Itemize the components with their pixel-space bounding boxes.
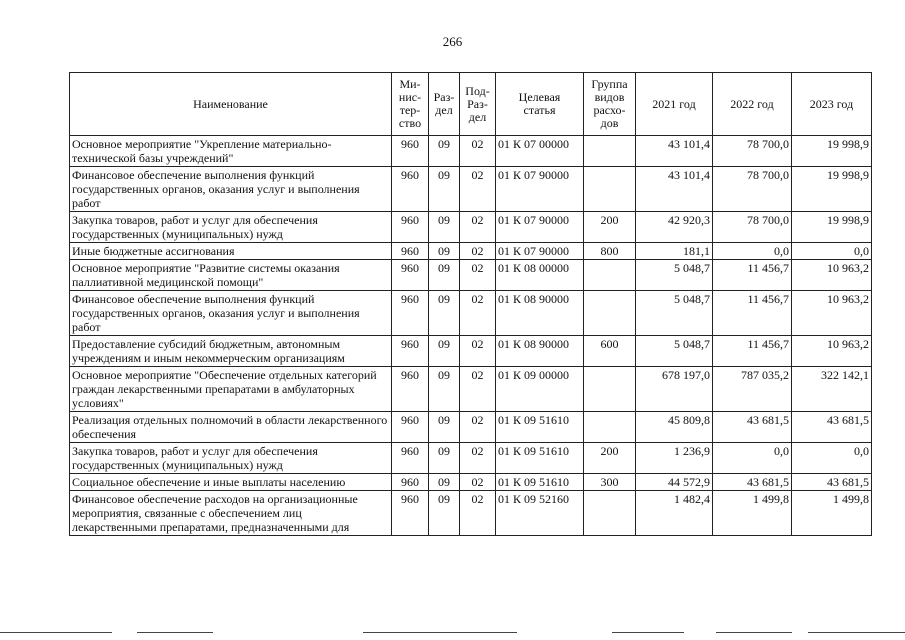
- cell-2022: 78 700,0: [713, 136, 792, 167]
- cell-2022: 11 456,7: [713, 336, 792, 367]
- cell-group: 300: [584, 474, 636, 491]
- cell-subsection: 02: [460, 212, 496, 243]
- table-row: [70, 260, 872, 291]
- cell-2023: 10 963,2: [792, 336, 872, 367]
- cell-2021: 1 236,9: [636, 443, 713, 474]
- cell-target: 01 К 08 00000: [496, 260, 584, 291]
- header-target: Целевая статья: [496, 73, 584, 136]
- table-row: [70, 443, 872, 474]
- cell-group: [584, 291, 636, 336]
- cell-section: 09: [429, 167, 460, 212]
- budget-table: [69, 72, 872, 536]
- header-2021: 2021 год: [636, 73, 713, 136]
- cell-name: Закупка товаров, работ и услуг для обеспечения государственных (муниципальных) нужд: [70, 212, 392, 243]
- cell-2022: 43 681,5: [713, 474, 792, 491]
- cell-ministry: 960: [392, 136, 429, 167]
- header-section: Раз- дел: [429, 73, 460, 136]
- cell-ministry: 960: [392, 367, 429, 412]
- header-ministry: Ми- нис- тер- ство: [392, 73, 429, 136]
- cell-target: 01 К 09 51610: [496, 474, 584, 491]
- cell-2023: 10 963,2: [792, 260, 872, 291]
- cell-ministry: 960: [392, 412, 429, 443]
- table-row: [70, 491, 872, 536]
- cell-subsection: 02: [460, 412, 496, 443]
- cell-ministry: 960: [392, 260, 429, 291]
- cell-2023: 0,0: [792, 443, 872, 474]
- cell-ministry: 960: [392, 291, 429, 336]
- header-group: Группа видов расхо- дов: [584, 73, 636, 136]
- cell-2022: 11 456,7: [713, 291, 792, 336]
- cell-2023: 43 681,5: [792, 412, 872, 443]
- table-row: [70, 136, 872, 167]
- cell-name: Основное мероприятие "Обеспечение отдельных категорий граждан лекарственными препаратами в амбулаторных условиях": [70, 367, 392, 412]
- cell-2021: 43 101,4: [636, 136, 713, 167]
- header-subsection: Под- Раз- дел: [460, 73, 496, 136]
- cell-section: 09: [429, 212, 460, 243]
- cell-name: Иные бюджетные ассигнования: [70, 243, 392, 260]
- cell-target: 01 К 07 90000: [496, 167, 584, 212]
- cell-target: 01 К 07 90000: [496, 243, 584, 260]
- cell-ministry: 960: [392, 491, 429, 536]
- cell-2022: 0,0: [713, 243, 792, 260]
- table-row: [70, 167, 872, 212]
- table-row: [70, 243, 872, 260]
- cell-target: 01 К 09 00000: [496, 367, 584, 412]
- cell-2021: 5 048,7: [636, 291, 713, 336]
- cell-2023: 1 499,8: [792, 491, 872, 536]
- cell-name: Реализация отдельных полномочий в области лекарственного обеспечения: [70, 412, 392, 443]
- table-row: [70, 474, 872, 491]
- cell-group: 200: [584, 443, 636, 474]
- cell-target: 01 К 08 90000: [496, 291, 584, 336]
- cell-group: 200: [584, 212, 636, 243]
- cell-2023: 19 998,9: [792, 212, 872, 243]
- cell-target: 01 К 09 52160: [496, 491, 584, 536]
- header-name: Наименование: [70, 73, 392, 136]
- cell-2022: 43 681,5: [713, 412, 792, 443]
- cell-2021: 43 101,4: [636, 167, 713, 212]
- cell-group: [584, 136, 636, 167]
- cell-2022: 1 499,8: [713, 491, 792, 536]
- cell-name: Финансовое обеспечение выполнения функций государственных органов, оказания услуг и выполнения работ: [70, 167, 392, 212]
- cell-target: 01 К 08 90000: [496, 336, 584, 367]
- cell-2021: 44 572,9: [636, 474, 713, 491]
- cell-2023: 19 998,9: [792, 136, 872, 167]
- cell-2021: 5 048,7: [636, 260, 713, 291]
- cell-section: 09: [429, 291, 460, 336]
- cell-subsection: 02: [460, 474, 496, 491]
- cell-section: 09: [429, 474, 460, 491]
- cell-subsection: 02: [460, 336, 496, 367]
- cell-subsection: 02: [460, 443, 496, 474]
- cell-subsection: 02: [460, 260, 496, 291]
- cell-name: Основное мероприятие "Укрепление материально-технической базы учреждений": [70, 136, 392, 167]
- table-header-row: [70, 73, 872, 136]
- table-row: [70, 412, 872, 443]
- cell-subsection: 02: [460, 167, 496, 212]
- cell-2021: 678 197,0: [636, 367, 713, 412]
- cell-subsection: 02: [460, 291, 496, 336]
- cell-2022: 11 456,7: [713, 260, 792, 291]
- cell-subsection: 02: [460, 243, 496, 260]
- cell-group: [584, 167, 636, 212]
- cell-2023: 43 681,5: [792, 474, 872, 491]
- cell-subsection: 02: [460, 136, 496, 167]
- header-2022: 2022 год: [713, 73, 792, 136]
- cell-name: Финансовое обеспечение расходов на организационные мероприятия, связанные с обеспечением лиц лекарственными препаратами, предназначенными для: [70, 491, 392, 536]
- cell-2021: 1 482,4: [636, 491, 713, 536]
- cell-ministry: 960: [392, 212, 429, 243]
- cell-section: 09: [429, 260, 460, 291]
- cell-section: 09: [429, 412, 460, 443]
- cell-2023: 10 963,2: [792, 291, 872, 336]
- cell-section: 09: [429, 367, 460, 412]
- table-row: [70, 291, 872, 336]
- cell-name: Социальное обеспечение и иные выплаты населению: [70, 474, 392, 491]
- cell-ministry: 960: [392, 336, 429, 367]
- cell-2021: 5 048,7: [636, 336, 713, 367]
- cell-2022: 787 035,2: [713, 367, 792, 412]
- cell-2023: 0,0: [792, 243, 872, 260]
- cell-ministry: 960: [392, 443, 429, 474]
- cell-subsection: 02: [460, 491, 496, 536]
- cell-section: 09: [429, 443, 460, 474]
- cell-2022: 78 700,0: [713, 212, 792, 243]
- cell-ministry: 960: [392, 167, 429, 212]
- cell-group: [584, 367, 636, 412]
- cell-2022: 0,0: [713, 443, 792, 474]
- cell-target: 01 К 09 51610: [496, 443, 584, 474]
- cell-target: 01 К 07 00000: [496, 136, 584, 167]
- cell-group: [584, 491, 636, 536]
- cell-2022: 78 700,0: [713, 167, 792, 212]
- header-2023: 2023 год: [792, 73, 872, 136]
- cell-name: Финансовое обеспечение выполнения функций государственных органов, оказания услуг и выполнения работ: [70, 291, 392, 336]
- cell-section: 09: [429, 243, 460, 260]
- cell-section: 09: [429, 136, 460, 167]
- cell-target: 01 К 09 51610: [496, 412, 584, 443]
- cell-group: [584, 260, 636, 291]
- table-row: [70, 367, 872, 412]
- cell-2021: 42 920,3: [636, 212, 713, 243]
- cell-group: 600: [584, 336, 636, 367]
- cell-target: 01 К 07 90000: [496, 212, 584, 243]
- cell-2021: 45 809,8: [636, 412, 713, 443]
- cell-name: Закупка товаров, работ и услуг для обеспечения государственных (муниципальных) нужд: [70, 443, 392, 474]
- cell-2021: 181,1: [636, 243, 713, 260]
- cell-group: [584, 412, 636, 443]
- cell-2023: 322 142,1: [792, 367, 872, 412]
- cell-section: 09: [429, 336, 460, 367]
- cell-name: Основное мероприятие "Развитие системы оказания паллиативной медицинской помощи": [70, 260, 392, 291]
- cell-name: Предоставление субсидий бюджетным, автономным учреждениям и иным некоммерческим организациям: [70, 336, 392, 367]
- cell-ministry: 960: [392, 243, 429, 260]
- cell-ministry: 960: [392, 474, 429, 491]
- cell-subsection: 02: [460, 367, 496, 412]
- table-body: [70, 136, 872, 536]
- cell-section: 09: [429, 491, 460, 536]
- footer-rules: [0, 632, 905, 634]
- table-row: [70, 212, 872, 243]
- page-number: 266: [442, 34, 463, 49]
- cell-2023: 19 998,9: [792, 167, 872, 212]
- table-row: [70, 336, 872, 367]
- cell-group: 800: [584, 243, 636, 260]
